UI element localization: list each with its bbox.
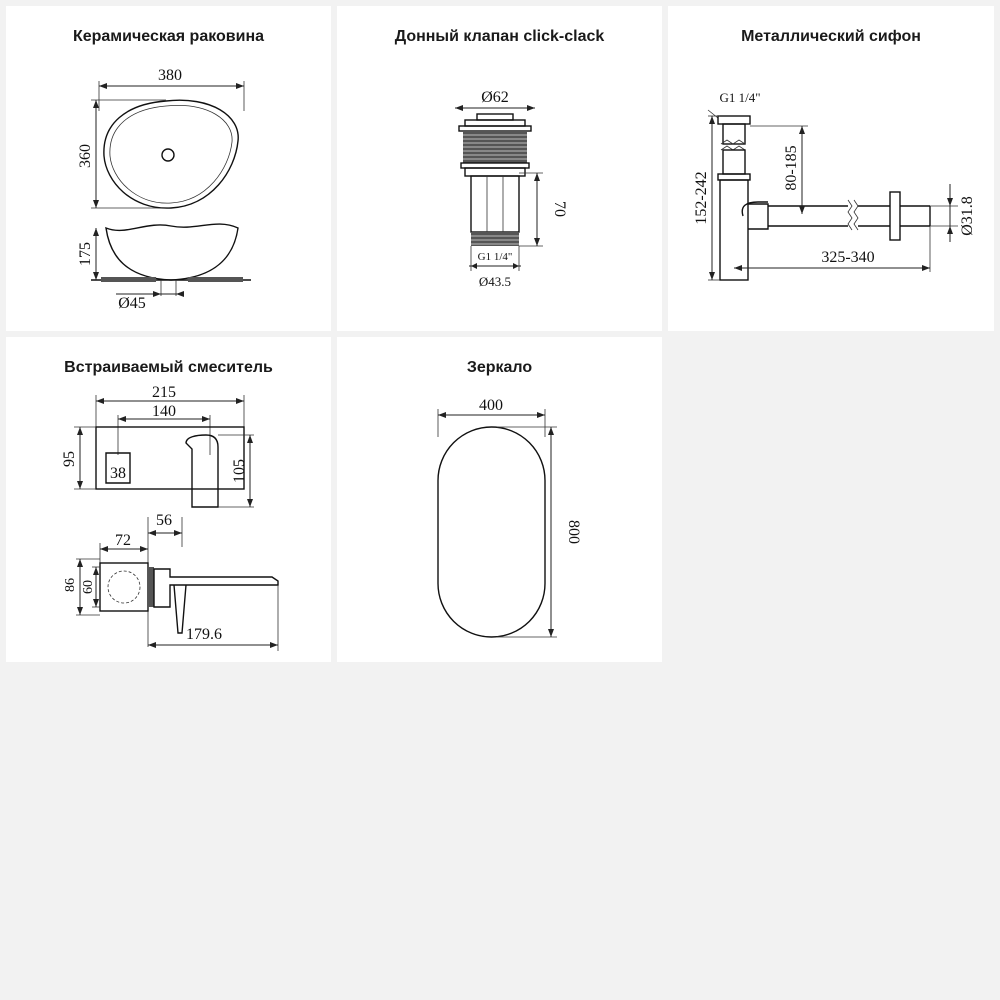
siphon-drawing xyxy=(668,6,994,331)
card-click-clack-drain xyxy=(337,6,662,331)
dim-label: 152-242 xyxy=(693,171,710,225)
dim-label: 360 xyxy=(77,144,94,168)
dim-label: 86 xyxy=(63,578,78,592)
siphon-body xyxy=(720,180,748,280)
arrow xyxy=(236,83,244,89)
card-title: Встраиваемый смеситель xyxy=(64,359,273,376)
dim-label: Ø31.8 xyxy=(959,196,976,236)
dim-label: 56 xyxy=(156,512,172,529)
dim-label: 179.6 xyxy=(186,626,222,643)
dim-label: 105 xyxy=(231,459,248,483)
siphon-pipe xyxy=(723,150,745,174)
dim-label: 800 xyxy=(565,520,582,544)
dim-label: 95 xyxy=(61,451,78,467)
drain-hole xyxy=(162,149,174,161)
card-mirror xyxy=(337,337,662,662)
card-title: Металлический сифон xyxy=(741,28,921,45)
card-title: Донный клапан click-clack xyxy=(394,28,605,45)
dim-label: 215 xyxy=(152,384,176,401)
dim-label: 70 xyxy=(551,201,568,217)
dim-label: Ø43.5 xyxy=(478,274,512,289)
mixer-spout-side xyxy=(154,569,278,607)
card-title: Зеркало xyxy=(466,359,533,376)
sink-drawing xyxy=(6,6,331,331)
card-metal-siphon xyxy=(668,6,994,331)
card-title: Керамическая раковина xyxy=(72,28,265,45)
dim-label: 60 xyxy=(81,580,96,594)
sink-side-view xyxy=(106,224,238,280)
dim-label: 140 xyxy=(152,403,176,420)
drain-cap xyxy=(477,114,513,120)
wall-flange xyxy=(890,192,900,240)
dim-label: Ø62 xyxy=(481,89,509,106)
siphon-top-nut xyxy=(718,116,750,124)
dim-label: 80-185 xyxy=(783,145,800,191)
dim-label: 38 xyxy=(110,465,126,482)
dim-label: 325-340 xyxy=(821,249,875,266)
arrow xyxy=(99,83,107,89)
dim-label: 400 xyxy=(479,397,503,414)
mirror-drawing xyxy=(337,337,662,662)
mirror-oval xyxy=(438,427,545,637)
card-built-in-mixer xyxy=(6,337,331,662)
dim-label: 72 xyxy=(115,532,131,549)
mixer-body xyxy=(100,563,148,611)
dim-label: 380 xyxy=(158,67,182,84)
mixer-lever xyxy=(174,585,186,633)
dim-label: 175 xyxy=(77,242,94,266)
card-ceramic-sink xyxy=(6,6,331,331)
mixer-spout-front xyxy=(186,435,218,507)
dim-label: Ø45 xyxy=(118,295,146,312)
mixer-drawing xyxy=(6,337,331,662)
dim-label: G1 1/4" xyxy=(477,251,513,263)
dim-label: G1 1/4" xyxy=(719,90,761,105)
sink-top-view xyxy=(104,100,238,208)
countertop xyxy=(101,277,156,282)
drain-body xyxy=(471,176,519,232)
drain-drawing xyxy=(337,6,662,331)
